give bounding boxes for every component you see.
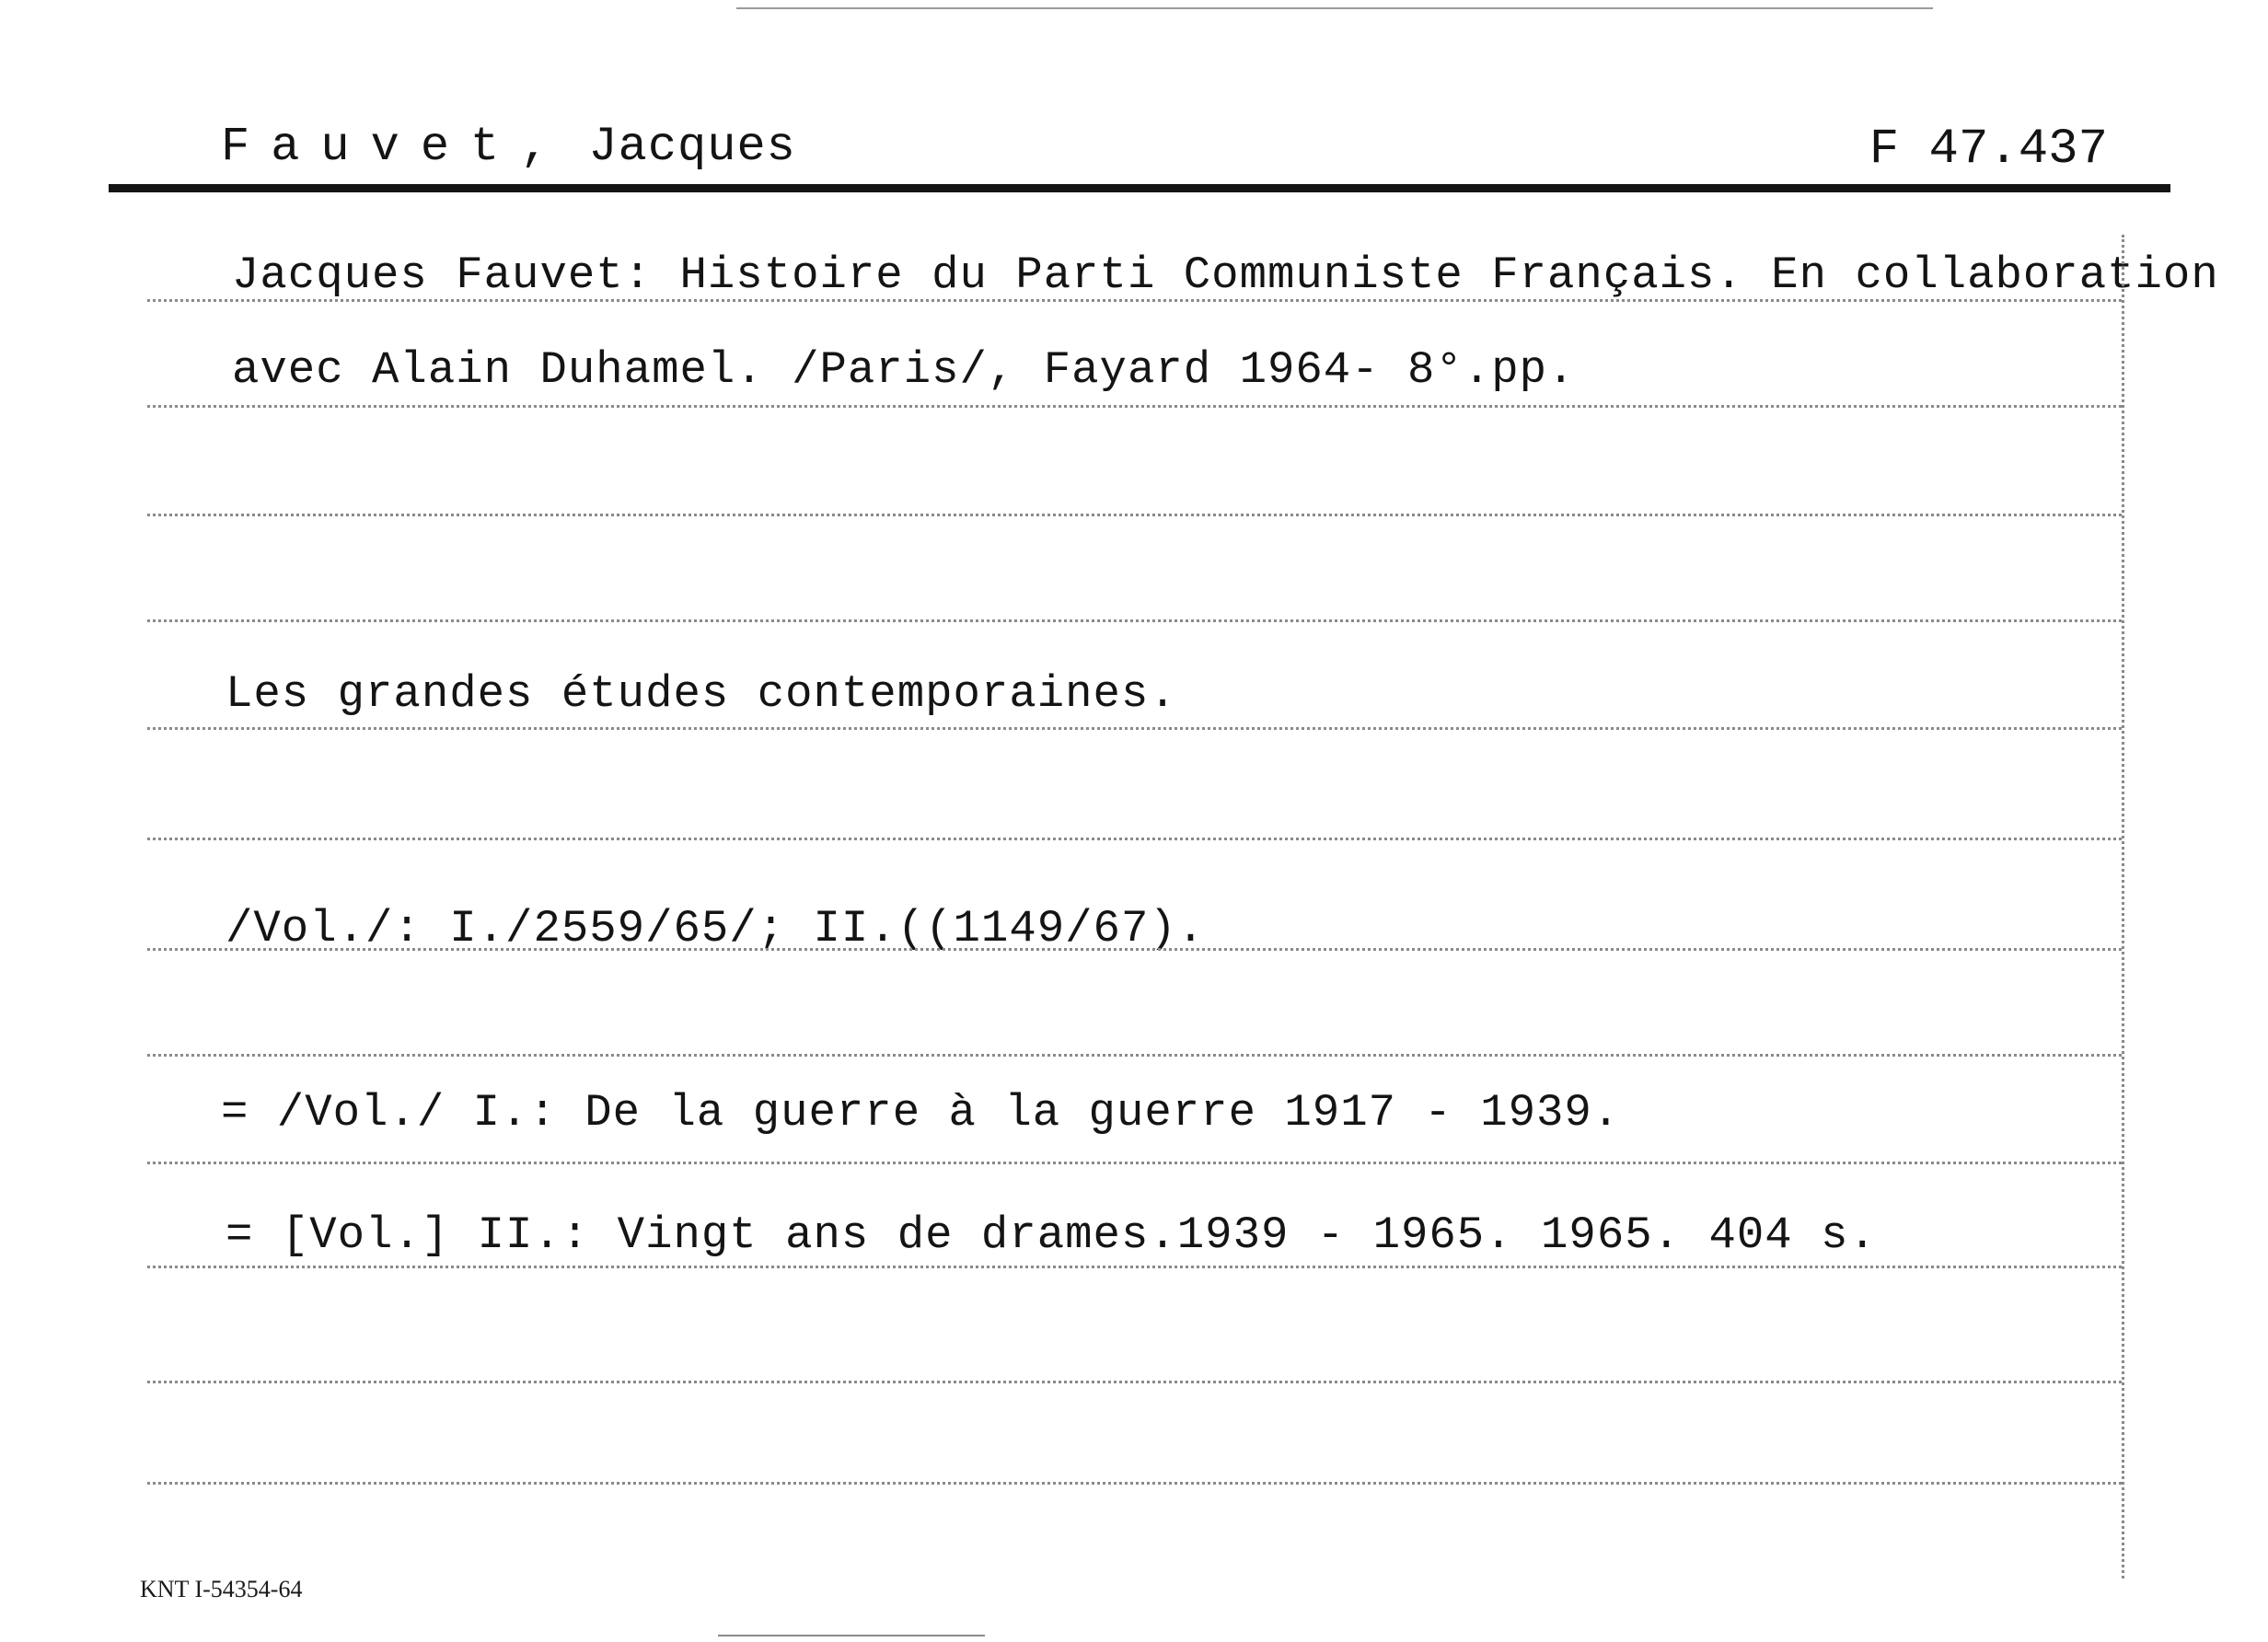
dotted-guide-line [147,1482,2122,1485]
dotted-guide-line [147,838,2122,840]
entry-line-series: Les grandes études contemporaines. [226,668,1177,720]
heading-given-name: Jacques [588,120,796,174]
dotted-guide-line [147,619,2122,622]
heading-surname: Fauvet, [221,120,571,174]
entry-line-volume-2: = [Vol.] II.: Vingt ans de drames.1939 - 1965. 1965. 404 s. [226,1209,1877,1261]
right-margin-guide [2122,235,2124,1578]
heading-rule [109,184,2170,192]
entry-line-title: Jacques Fauvet: Histoire du Parti Communiste Français. En collaboration [232,249,2219,301]
dotted-guide-line [147,1054,2122,1057]
dotted-guide-line [147,948,2122,951]
dotted-guide-line [147,299,2122,302]
dotted-guide-line [147,1266,2122,1268]
dotted-guide-line [147,1381,2122,1383]
entry-line-imprint: avec Alain Duhamel. /Paris/, Fayard 1964- 8°.pp. [232,344,1576,396]
entry-line-volume-1: = /Vol./ I.: De la guerre à la guerre 1917 - 1939. [221,1087,1621,1139]
dotted-guide-line [147,405,2122,408]
shelfmark: F 47.437 [1869,121,2108,178]
bottom-edge-rule [718,1635,985,1636]
heading-author [221,120,796,174]
dotted-guide-line [147,727,2122,730]
entry-line-volumes: /Vol./: I./2559/65/; II.((1149/67). [226,903,1206,954]
dotted-guide-line [147,514,2122,516]
catalog-number: KNT I-54354-64 [140,1576,303,1602]
dotted-guide-line [147,1162,2122,1164]
top-edge-rule [736,7,1933,9]
